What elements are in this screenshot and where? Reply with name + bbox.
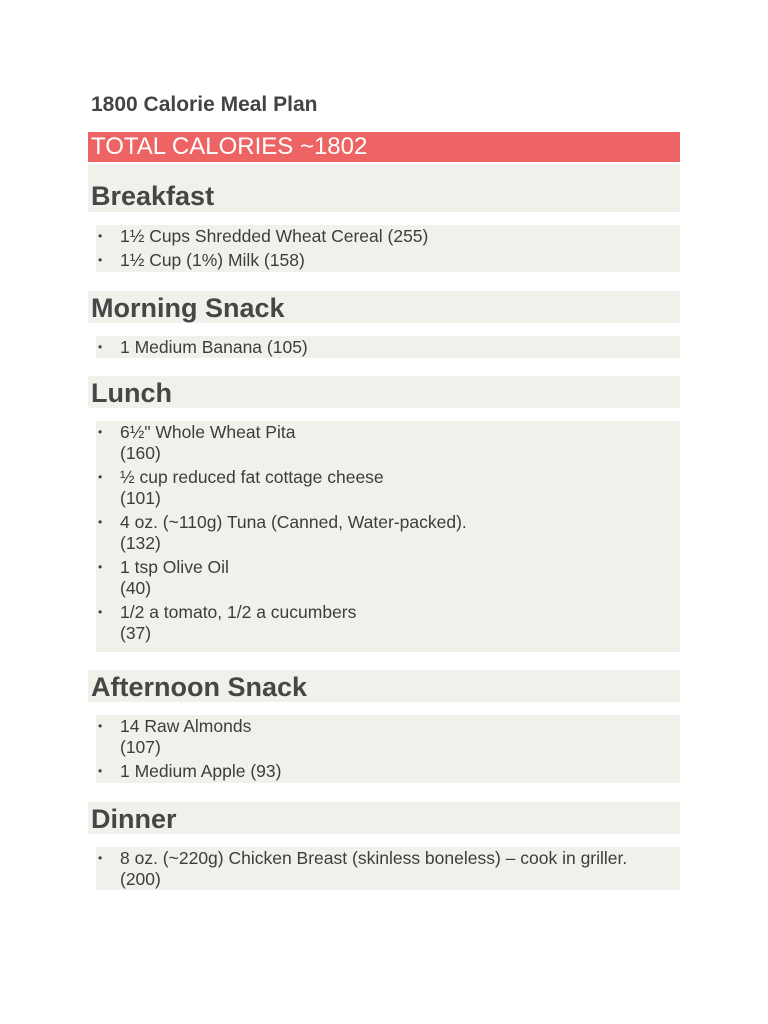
- item-text: 1 Medium Banana (105): [120, 337, 308, 357]
- item-text: 1½ Cups Shredded Wheat Cereal (255): [120, 226, 429, 246]
- section-heading-afternoon-snack: Afternoon Snack: [88, 670, 680, 702]
- item-calories: (107): [120, 737, 161, 757]
- item-text: 1 Medium Apple (93): [120, 761, 282, 781]
- section-heading-morning-snack: Morning Snack: [88, 291, 680, 323]
- item-text: 4 oz. (~110g) Tuna (Canned, Water-packed).: [120, 512, 467, 532]
- list-item: • 1/2 a tomato, 1/2 a cucumbers (37): [96, 602, 680, 644]
- item-text: 1/2 a tomato, 1/2 a cucumbers: [120, 602, 357, 622]
- section-heading-breakfast: Breakfast: [88, 164, 680, 212]
- item-calories: (40): [120, 578, 152, 598]
- morning-snack-item-list: [96, 336, 680, 358]
- list-item: • 1 Medium Apple (93): [98, 761, 282, 781]
- item-calories: (101): [120, 488, 161, 508]
- list-item: • ½ cup reduced fat cottage cheese (101): [96, 467, 680, 509]
- list-item: • 1½ Cups Shredded Wheat Cereal (255): [98, 226, 429, 246]
- item-text: ½ cup reduced fat cottage cheese: [120, 467, 384, 487]
- list-item: • 1½ Cup (1%) Milk (158): [98, 250, 305, 270]
- dinner-item-list: [96, 847, 680, 890]
- page-title: 1800 Calorie Meal Plan: [91, 93, 318, 116]
- item-calories: (37): [120, 623, 152, 643]
- section-heading-lunch: Lunch: [88, 376, 680, 408]
- list-item: • 14 Raw Almonds (107): [96, 716, 680, 758]
- item-text: 8 oz. (~220g) Chicken Breast (skinless boneless) – cook in griller.: [120, 848, 628, 868]
- list-item: • 1 tsp Olive Oil (40): [96, 557, 680, 599]
- item-text: 14 Raw Almonds: [120, 716, 252, 736]
- lunch-item-list: [96, 421, 680, 652]
- list-item: • 6½" Whole Wheat Pita (160): [96, 422, 680, 464]
- item-text: 6½" Whole Wheat Pita: [120, 422, 296, 442]
- section-heading-dinner: Dinner: [88, 802, 680, 834]
- breakfast-item-list: [96, 225, 680, 272]
- list-item: • 4 oz. (~110g) Tuna (Canned, Water-packed). (132): [96, 512, 680, 554]
- item-calories: (132): [120, 533, 161, 553]
- afternoon-snack-item-list: [96, 715, 680, 783]
- item-calories: (200): [120, 869, 161, 889]
- item-text: 1 tsp Olive Oil: [120, 557, 229, 577]
- list-item: • 8 oz. (~220g) Chicken Breast (skinless boneless) – cook in griller. (200): [96, 848, 680, 890]
- list-item: • 1 Medium Banana (105): [98, 337, 308, 357]
- item-calories: (160): [120, 443, 161, 463]
- total-calories-banner: TOTAL CALORIES ~1802: [88, 132, 680, 162]
- item-text: 1½ Cup (1%) Milk (158): [120, 250, 305, 270]
